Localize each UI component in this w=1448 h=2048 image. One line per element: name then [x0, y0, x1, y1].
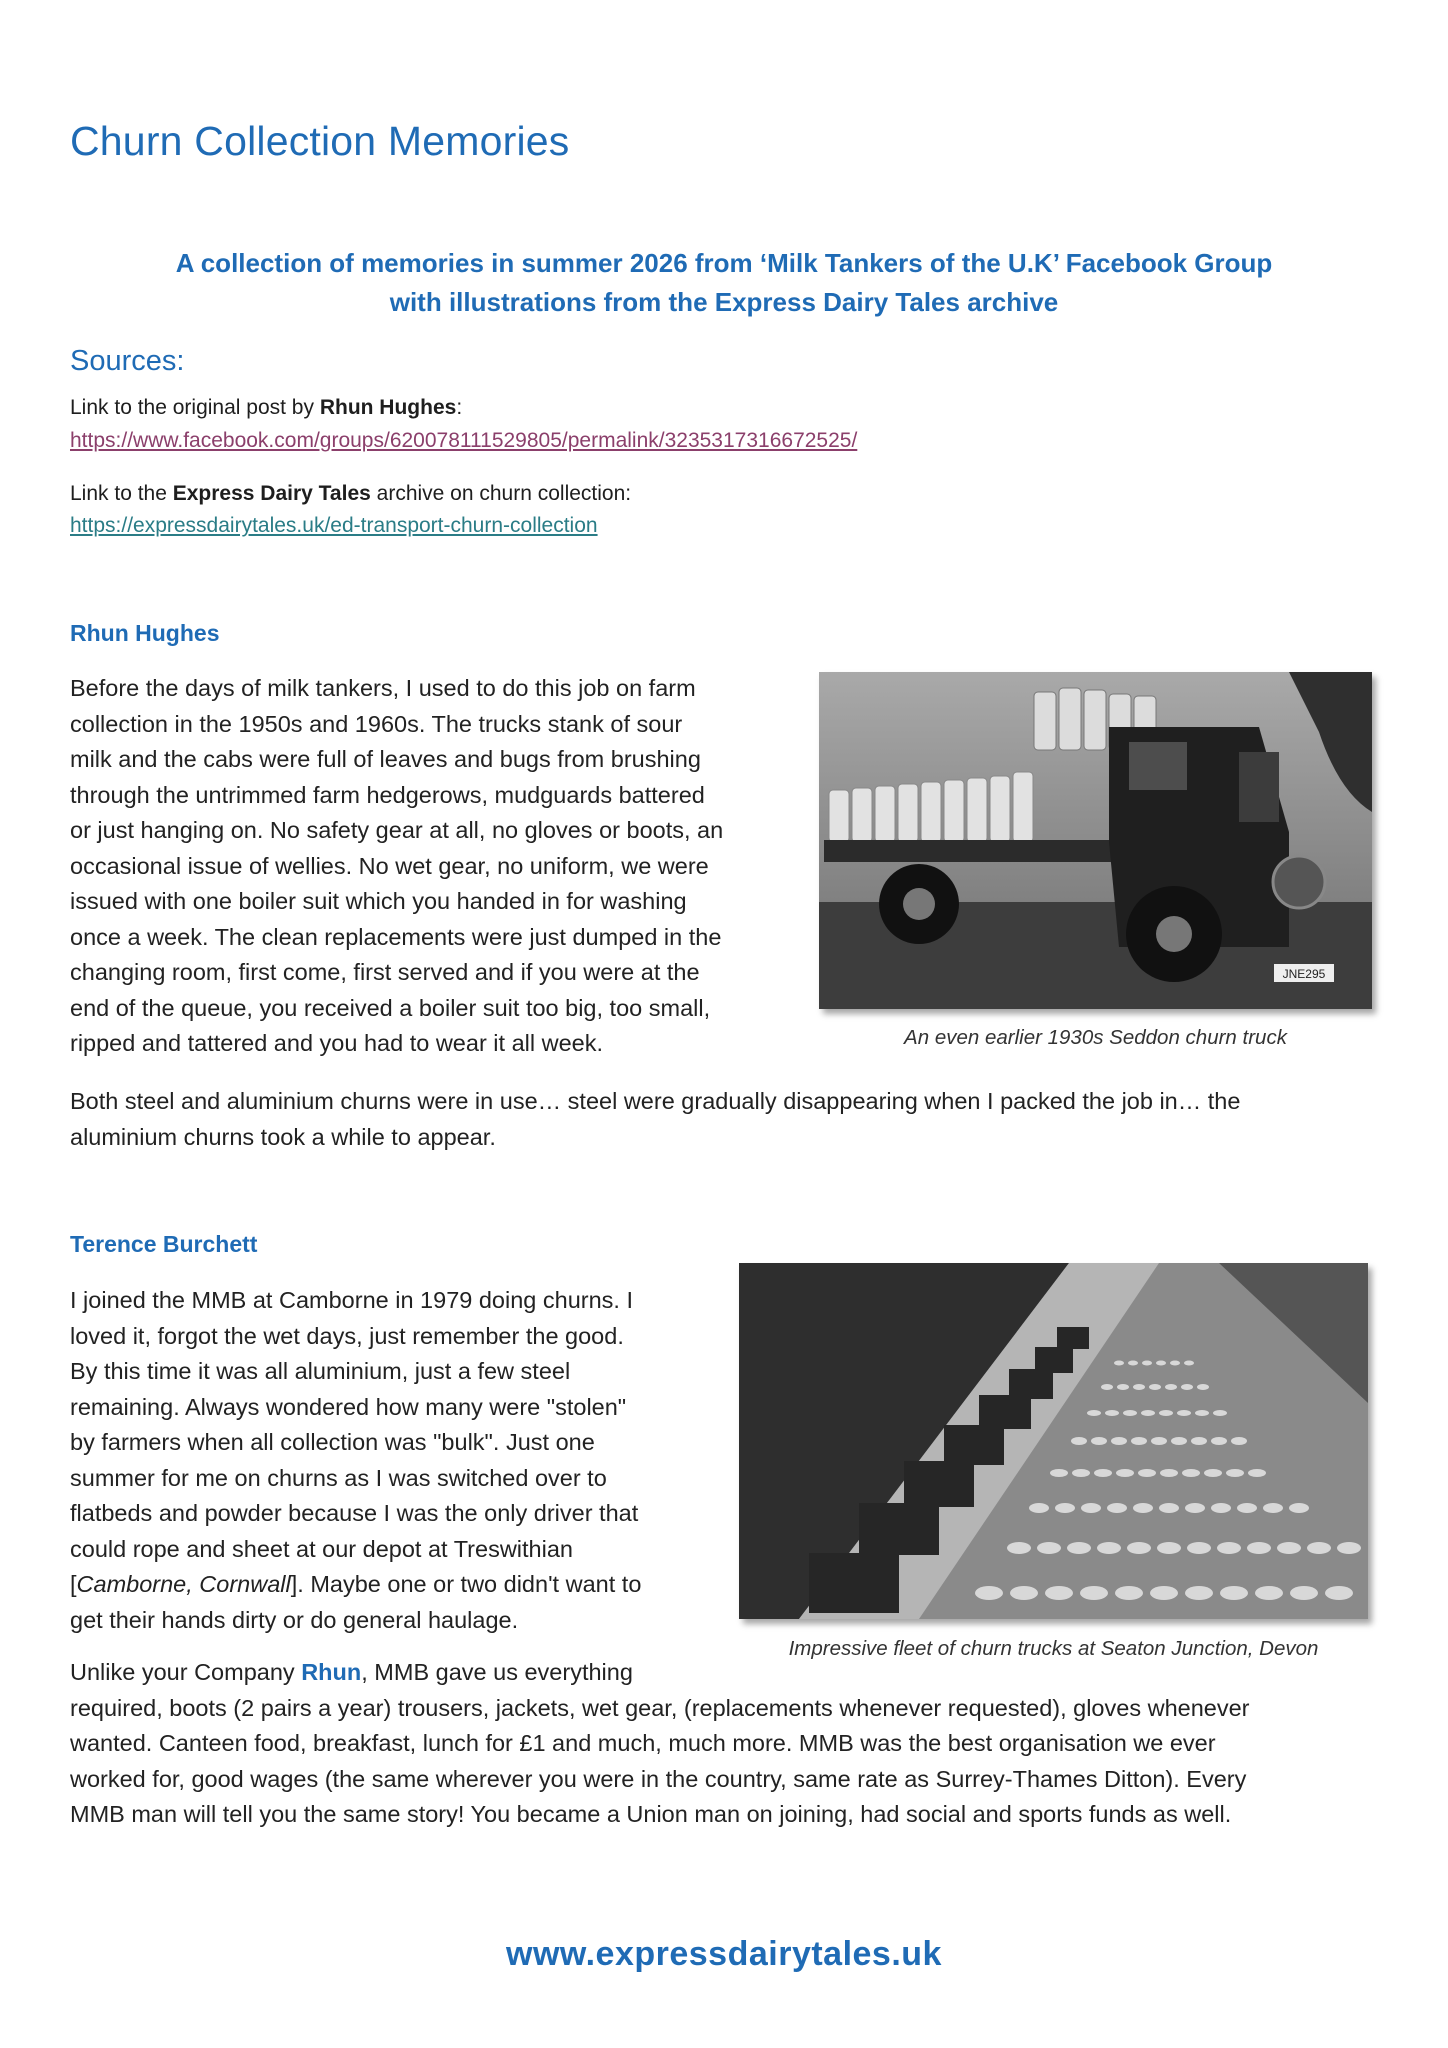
- text-line: flatbeds and powder because I was the only driver that: [70, 1500, 639, 1526]
- seaton-junction-caption: Impressive fleet of churn trucks at Seaton Junction, Devon: [788, 1637, 1319, 1660]
- subtitle: [70, 244, 1378, 322]
- sources-heading: Sources:: [70, 345, 185, 377]
- text-line: remaining. Always wondered how many were "stolen": [70, 1393, 627, 1420]
- text-line: end of the queue, you received a boiler suit too big, too small,: [70, 994, 711, 1021]
- text-line: worked for, good wages (the same wherever you were in the country, same rate as Surrey-Thames Ditton). Every: [70, 1765, 1247, 1792]
- section1-paragraph-1: [70, 671, 820, 1062]
- text-line: collection in the 1950s and 1960s. The trucks stank of sour: [70, 710, 683, 737]
- seddon-truck-caption: An even earlier 1930s Seddon churn truck: [904, 1026, 1287, 1049]
- text-line: Before the days of milk tankers, I used to do this job on farm: [70, 675, 696, 701]
- text-line: I joined the MMB at Camborne in 1979 doing churns. I: [70, 1287, 634, 1313]
- source-1-label: [70, 393, 462, 423]
- bracket-open: [: [70, 1571, 77, 1597]
- subtitle-line-1: A collection of memories in summer 2026 from ‘Milk Tankers of the U.K’ Facebook Group: [175, 248, 1273, 278]
- rhun-mention: Rhun: [301, 1659, 362, 1685]
- text-line: By this time it was all aluminium, just a few steel: [70, 1358, 571, 1384]
- truck-photo-illustration: [819, 672, 1372, 1009]
- text-line: loved it, forgot the wet days, just remember the good.: [70, 1322, 624, 1349]
- seaton-junction-photo: [739, 1263, 1368, 1619]
- source-2-prefix: Link to the: [70, 482, 173, 505]
- section2-paragraph-1: [70, 1283, 750, 1638]
- text-line: summer for me on churns as I was switched over to: [70, 1464, 607, 1491]
- line-start: Unlike your Company: [70, 1659, 302, 1685]
- source-1-suffix: :: [456, 396, 463, 419]
- subtitle-line-2: with illustrations from the Express Dairy Tales archive: [389, 287, 1059, 317]
- line-rest: , MMB gave us everything: [361, 1659, 633, 1685]
- text-line: through the untrimmed farm hedgerows, mudguards battered: [70, 781, 705, 808]
- text-line: milk and the cabs were full of leaves and bugs from brushing: [70, 746, 701, 772]
- text-line: required, boots (2 pairs a year) trousers, jackets, wet gear, (replacements whenever requested), gloves whenever: [70, 1694, 1250, 1721]
- text-line: [70, 1567, 750, 1603]
- section1-paragraph-2: [70, 1084, 1390, 1155]
- text-line: changing room, first come, first served and if you were at the: [70, 959, 700, 985]
- source-1-link-row: [70, 426, 857, 456]
- text-line: [70, 1655, 1390, 1691]
- text-line: ripped and tattered and you had to wear it all week.: [70, 1030, 604, 1056]
- text-line: MMB man will tell you the same story! You became a Union man on joining, had social and sports funds as well.: [70, 1801, 1232, 1827]
- author-rhun-hughes: Rhun Hughes: [70, 620, 220, 646]
- text-line: aluminium churns took a while to appear.: [70, 1123, 496, 1150]
- source-1-prefix: Link to the original post by: [70, 396, 320, 419]
- source-2-label: [70, 479, 631, 509]
- text-line: could rope and sheet at our depot at Treswithian: [70, 1535, 573, 1562]
- source-2-link-row: [70, 511, 598, 541]
- seddon-truck-photo: [819, 672, 1372, 1009]
- text-line: occasional issue of wellies. No wet gear, no uniform, we were: [70, 852, 709, 879]
- text-line: once a week. The clean replacements were just dumped in the: [70, 923, 722, 950]
- source-2-suffix: archive on churn collection:: [370, 482, 632, 505]
- footer-website[interactable]: www.expressdairytales.uk: [506, 1935, 942, 1973]
- line-rest: ]. Maybe one or two didn't want to: [290, 1571, 642, 1597]
- fleet-photo-illustration: [739, 1263, 1368, 1619]
- text-line: issued with one boiler suit which you handed in for washing: [70, 888, 687, 914]
- author-terence-burchett: Terence Burchett: [70, 1231, 258, 1257]
- facebook-post-link[interactable]: https://www.facebook.com/groups/620078111529805/permalink/3235317316672525/: [70, 429, 858, 452]
- source-1-author: Rhun Hughes: [319, 396, 457, 419]
- text-line: wanted. Canteen food, breakfast, lunch for £1 and much, much more. MMB was the best organisation we ever: [70, 1730, 1216, 1756]
- text-line: or just hanging on. No safety gear at all, no gloves or boots, an: [70, 817, 724, 843]
- text-line: get their hands dirty or do general haulage.: [70, 1606, 519, 1633]
- archive-link[interactable]: https://expressdairytales.uk/ed-transport-churn-collection: [70, 514, 598, 537]
- text-line: Both steel and aluminium churns were in use… steel were gradually disappearing when I packed the job in… the: [70, 1088, 1241, 1114]
- number-plate: JNE295: [1282, 967, 1326, 981]
- section2-paragraph-2: [70, 1655, 1390, 1833]
- page-title: Churn Collection Memories: [70, 118, 570, 164]
- text-line: by farmers when all collection was "bulk". Just one: [70, 1429, 595, 1455]
- source-2-archive: Express Dairy Tales: [172, 482, 371, 505]
- location-italic: Camborne, Cornwall: [76, 1571, 291, 1597]
